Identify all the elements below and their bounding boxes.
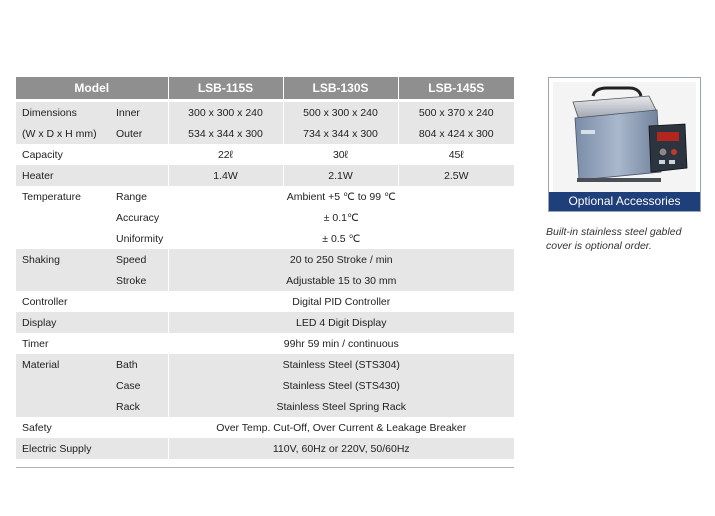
sub-label-rack: Rack	[110, 396, 168, 417]
cell-inner-145: 500 x 370 x 240	[398, 102, 514, 123]
cell-shaking-speed: 20 to 250 Stroke / min	[168, 249, 514, 270]
table-row	[16, 312, 514, 333]
cell-material-bath: Stainless Steel (STS304)	[168, 354, 514, 375]
row-label-display: Display	[16, 312, 168, 333]
row-label-safety: Safety	[22, 421, 52, 434]
header-model: Model	[16, 77, 168, 99]
water-bath-illustration	[553, 82, 696, 192]
table-row	[16, 144, 514, 165]
table-row	[16, 186, 514, 207]
row-label-shaking: Shaking	[16, 249, 110, 270]
cell-shaking-stroke: Adjustable 15 to 30 mm	[168, 270, 514, 291]
cell-capacity-115: 22ℓ	[168, 144, 283, 165]
cell-outer-115: 534 x 344 x 300	[168, 123, 283, 144]
table-header-row	[16, 77, 514, 99]
row-label-timer: Timer	[22, 337, 49, 350]
cell-inner-130: 500 x 300 x 240	[283, 102, 398, 123]
table-row	[16, 354, 514, 375]
row-label-temperature: Temperature	[22, 190, 81, 203]
sub-label-speed: Speed	[110, 249, 168, 270]
cell-heater-115: 1.4W	[168, 165, 283, 186]
cell-inner-115: 300 x 300 x 240	[168, 102, 283, 123]
cell-outer-130: 734 x 344 x 300	[283, 123, 398, 144]
cell-outer-145: 804 x 424 x 300	[398, 123, 514, 144]
row-label-electric-supply: Electric Supply	[16, 438, 168, 459]
table-row	[16, 438, 514, 459]
row-label-material: Material	[16, 354, 110, 375]
table-row	[16, 396, 514, 417]
spec-table	[16, 77, 514, 468]
table-row	[16, 270, 514, 291]
cell-capacity-130: 30ℓ	[283, 144, 398, 165]
row-label-heater: Heater	[16, 165, 168, 186]
optional-accessories-caption: Optional Accessories	[549, 192, 700, 211]
table-row	[16, 123, 514, 144]
cell-timer: 99hr 59 min / continuous	[168, 333, 514, 354]
cell-temperature-range: Ambient +5 ℃ to 99 ℃	[168, 186, 514, 207]
cell-safety: Over Temp. Cut-Off, Over Current & Leakage Breaker	[168, 417, 514, 438]
header-lsb-130s: LSB-130S	[283, 77, 398, 99]
cell-temperature-accuracy: ± 0.1℃	[168, 207, 514, 228]
sub-label-uniformity: Uniformity	[116, 232, 164, 245]
sub-label-range: Range	[116, 190, 147, 203]
table-row	[16, 165, 514, 186]
sub-label-inner: Inner	[110, 102, 168, 123]
sub-label-bath: Bath	[110, 354, 168, 375]
table-row	[16, 417, 514, 438]
table-row	[16, 249, 514, 270]
header-lsb-145s: LSB-145S	[398, 77, 514, 99]
sub-label-case: Case	[110, 375, 168, 396]
cell-capacity-145: 45ℓ	[398, 144, 514, 165]
cell-controller: Digital PID Controller	[168, 291, 514, 312]
row-label-capacity: Capacity	[22, 148, 63, 161]
table-row	[16, 207, 514, 228]
shaking-bath-photo	[553, 82, 696, 192]
table-row	[16, 375, 514, 396]
cell-material-case: Stainless Steel (STS430)	[168, 375, 514, 396]
row-label-dimensions: Dimensions	[16, 102, 110, 123]
table-row	[16, 333, 514, 354]
cell-material-rack: Stainless Steel Spring Rack	[168, 396, 514, 417]
cell-temperature-uniformity: ± 0.5 ℃	[168, 228, 514, 249]
row-label-controller: Controller	[22, 295, 68, 308]
cell-heater-145: 2.5W	[398, 165, 514, 186]
row-label-dimensions-unit: (W x D x H mm)	[16, 123, 110, 144]
table-row	[16, 228, 514, 249]
cell-display: LED 4 Digit Display	[168, 312, 514, 333]
sub-label-stroke: Stroke	[110, 270, 168, 291]
sub-label-accuracy: Accuracy	[116, 211, 160, 224]
sub-label-outer: Outer	[110, 123, 168, 144]
accessory-photo-box	[548, 77, 701, 212]
table-row	[16, 102, 514, 123]
table-row	[16, 291, 514, 312]
cell-electric-supply: 110V, 60Hz or 220V, 50/60Hz	[168, 438, 514, 459]
header-lsb-115s: LSB-115S	[168, 77, 283, 99]
cell-heater-130: 2.1W	[283, 165, 398, 186]
cover-note: Built-in stainless steel gabled cover is optional order.	[546, 226, 682, 252]
